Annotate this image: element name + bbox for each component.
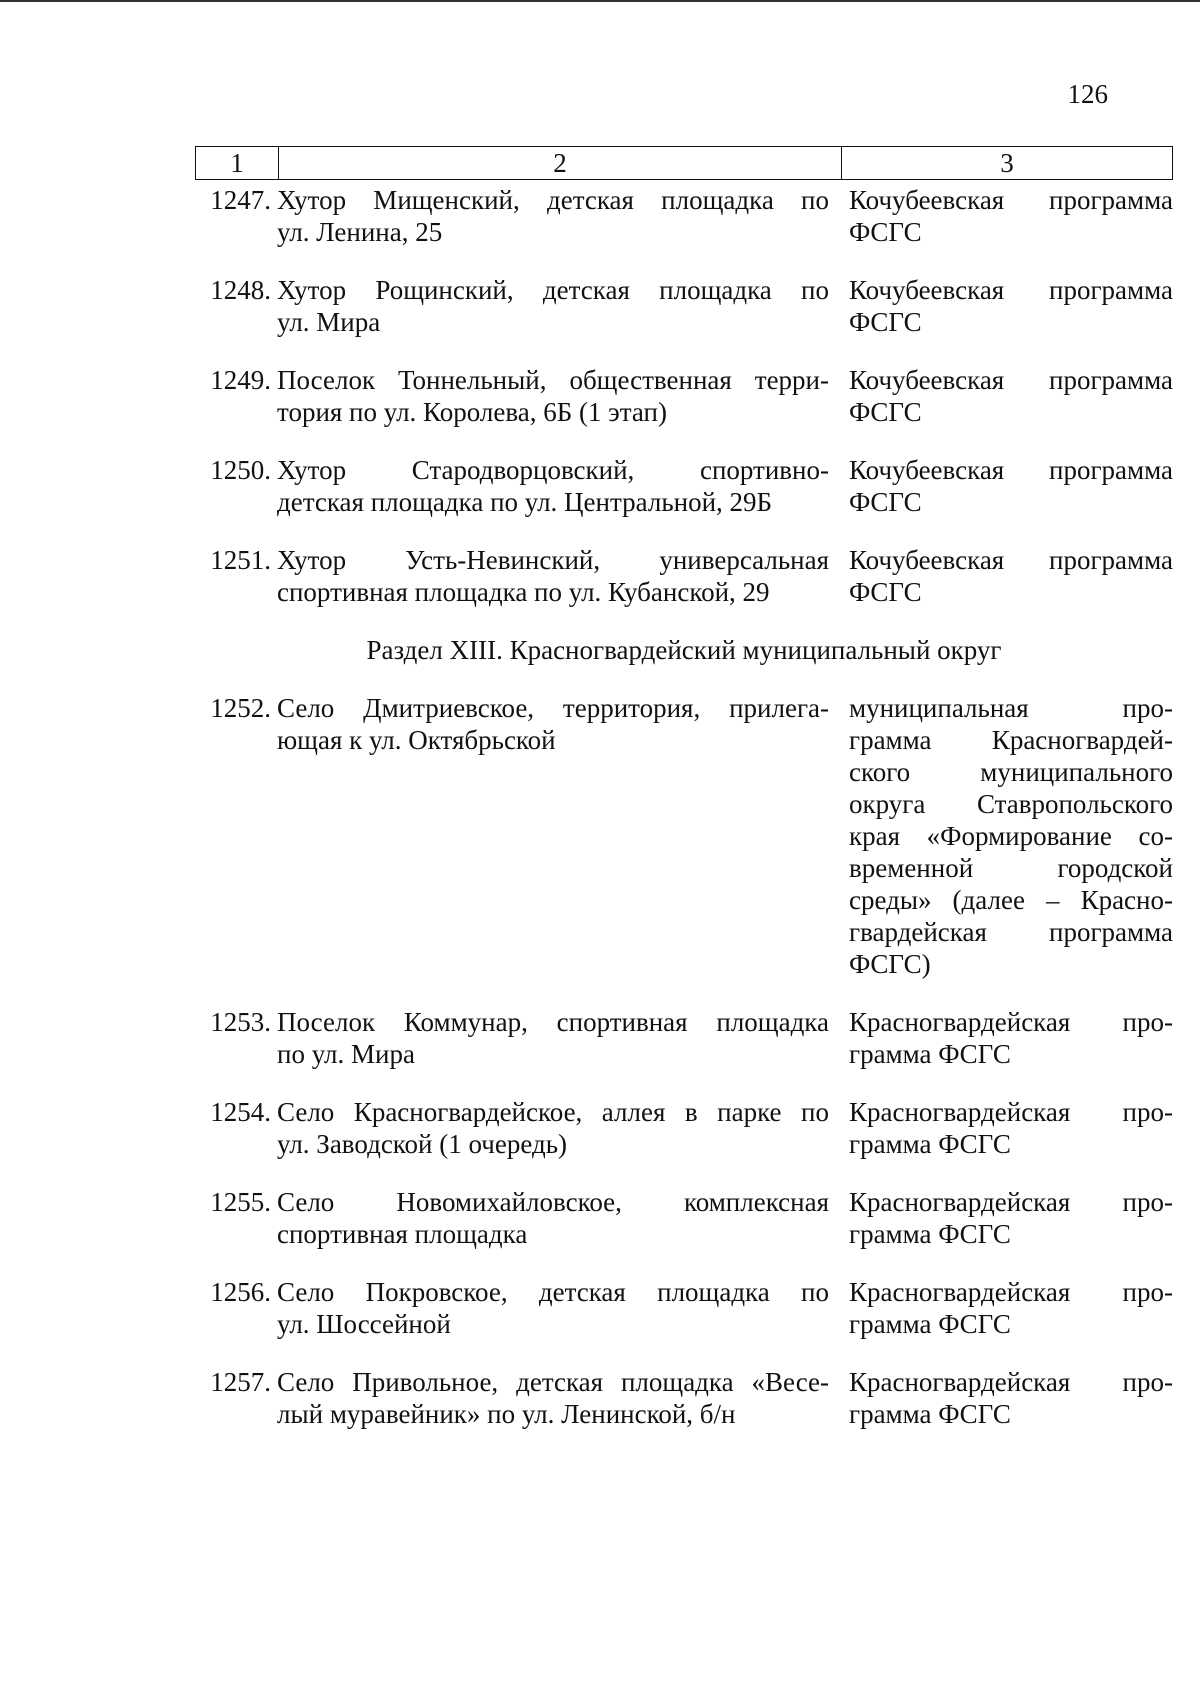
description-line: Село Дмитриевское, территория, прилега- [277, 693, 829, 723]
row-description [277, 274, 839, 338]
column-header-2: 2 [279, 147, 842, 179]
table-row [195, 544, 1173, 608]
description-line: ул. Ленина, 25 [277, 217, 443, 247]
row-number: 1256. [210, 1277, 271, 1307]
program-line: округа Ставропольского [849, 789, 1173, 819]
program-line: Красногвардейская про- [849, 1277, 1173, 1307]
row-number: 1254. [210, 1097, 271, 1127]
row-program [839, 1006, 1173, 1070]
table-row [195, 1276, 1173, 1340]
program-line: грамма ФСГС [849, 1039, 1011, 1069]
row-program [839, 454, 1173, 518]
row-program [839, 1186, 1173, 1250]
program-line: ФСГС [849, 307, 922, 337]
description-line: детская площадка по ул. Центральной, 29Б [277, 487, 773, 517]
table-row [195, 1366, 1173, 1430]
program-line: Кочубеевская программа [849, 365, 1173, 395]
description-line: по ул. Мира [277, 1039, 415, 1069]
row-description [277, 544, 839, 608]
program-line: Красногвардейская про- [849, 1097, 1173, 1127]
program-line: Красногвардейская про- [849, 1187, 1173, 1217]
row-program [839, 544, 1173, 608]
row-program [839, 1366, 1173, 1430]
top-border-line [0, 0, 1200, 2]
program-line: Кочубеевская программа [849, 455, 1173, 485]
row-number: 1257. [210, 1367, 271, 1397]
row-description [277, 1006, 839, 1070]
page-number: 126 [1067, 79, 1108, 109]
row-number: 1255. [210, 1187, 271, 1217]
table-header-row [195, 146, 1173, 180]
program-line: грамма Красногвардей- [849, 725, 1173, 755]
program-line: Кочубеевская программа [849, 275, 1173, 305]
description-line: спортивная площадка [277, 1219, 528, 1249]
row-number: 1250. [210, 455, 271, 485]
program-line: среды» (далее – Красно- [849, 885, 1173, 915]
description-line: Село Покровское, детская площадка по [277, 1277, 829, 1307]
description-line: ул. Заводской (1 очередь) [277, 1129, 568, 1159]
row-description [277, 1096, 839, 1160]
table-row [195, 1006, 1173, 1070]
program-line: Красногвардейская про- [849, 1007, 1173, 1037]
program-line: грамма ФСГС [849, 1219, 1011, 1249]
document-table [195, 146, 1173, 1430]
description-line: Хутор Рощинский, детская площадка по [277, 275, 829, 305]
description-line: Село Красногвардейское, аллея в парке по [277, 1097, 829, 1127]
row-description [277, 184, 839, 248]
description-line: Хутор Стародворцовский, спортивно- [277, 455, 829, 485]
description-line: Хутор Усть-Невинский, универсальная [277, 545, 829, 575]
table-row [195, 692, 1173, 980]
column-header-3: 3 [1000, 148, 1014, 178]
description-line: Поселок Тоннельный, общественная терри- [277, 365, 829, 395]
row-description [277, 454, 839, 518]
program-line: ФСГС [849, 397, 922, 427]
row-program [839, 692, 1173, 980]
table-body-a [195, 184, 1173, 608]
row-number: 1253. [210, 1007, 271, 1037]
description-line: ющая к ул. Октябрьской [277, 725, 556, 755]
row-program [839, 184, 1173, 248]
description-line: спортивная площадка по ул. Кубанской, 29 [277, 577, 770, 607]
program-line: грамма ФСГС [849, 1399, 1011, 1429]
program-line: ФСГС [849, 217, 922, 247]
program-line: временной городской [849, 853, 1173, 883]
program-line: ФСГС [849, 487, 922, 517]
table-row [195, 1186, 1173, 1250]
table-row [195, 1096, 1173, 1160]
row-number: 1251. [210, 545, 271, 575]
program-line: ФСГС [849, 577, 922, 607]
description-line: Хутор Мищенский, детская площадка по [277, 185, 829, 215]
program-line: Кочубеевская программа [849, 185, 1173, 215]
program-line: Кочубеевская программа [849, 545, 1173, 575]
table-row [195, 364, 1173, 428]
description-line: Село Привольное, детская площадка «Весе- [277, 1367, 829, 1397]
row-program [839, 274, 1173, 338]
program-line: грамма ФСГС [849, 1129, 1011, 1159]
program-line: края «Формирование со- [849, 821, 1173, 851]
table-row [195, 274, 1173, 338]
column-header-1: 1 [196, 147, 279, 179]
row-number: 1252. [210, 693, 271, 723]
table-body-b [195, 692, 1173, 1430]
description-line: тория по ул. Королева, 6Б (1 этап) [277, 397, 667, 427]
row-description [277, 1366, 839, 1430]
table-row [195, 184, 1173, 248]
section-title: Раздел XIII. Красногвардейский муниципальный округ [366, 635, 1002, 665]
program-line: Красногвардейская про- [849, 1367, 1173, 1397]
table-row [195, 454, 1173, 518]
program-line: гвардейская программа [849, 917, 1173, 947]
description-line: ул. Мира [277, 307, 381, 337]
row-program [839, 1096, 1173, 1160]
description-line: лый муравейник» по ул. Ленинской, б/н [277, 1399, 736, 1429]
row-number: 1249. [210, 365, 271, 395]
description-line: Село Новомихайловское, комплексная [277, 1187, 829, 1217]
row-program [839, 364, 1173, 428]
row-description [277, 1186, 839, 1250]
program-line: ского муниципального [849, 757, 1173, 787]
row-description [277, 364, 839, 428]
program-line: ФСГС) [849, 949, 931, 979]
row-description [277, 1276, 839, 1340]
row-program [839, 1276, 1173, 1340]
row-number: 1247. [210, 185, 271, 215]
description-line: Поселок Коммунар, спортивная площадка [277, 1007, 829, 1037]
row-number: 1248. [210, 275, 271, 305]
program-line: муниципальная про- [849, 693, 1173, 723]
description-line: ул. Шоссейной [277, 1309, 451, 1339]
program-line: грамма ФСГС [849, 1309, 1011, 1339]
row-description [277, 692, 839, 980]
